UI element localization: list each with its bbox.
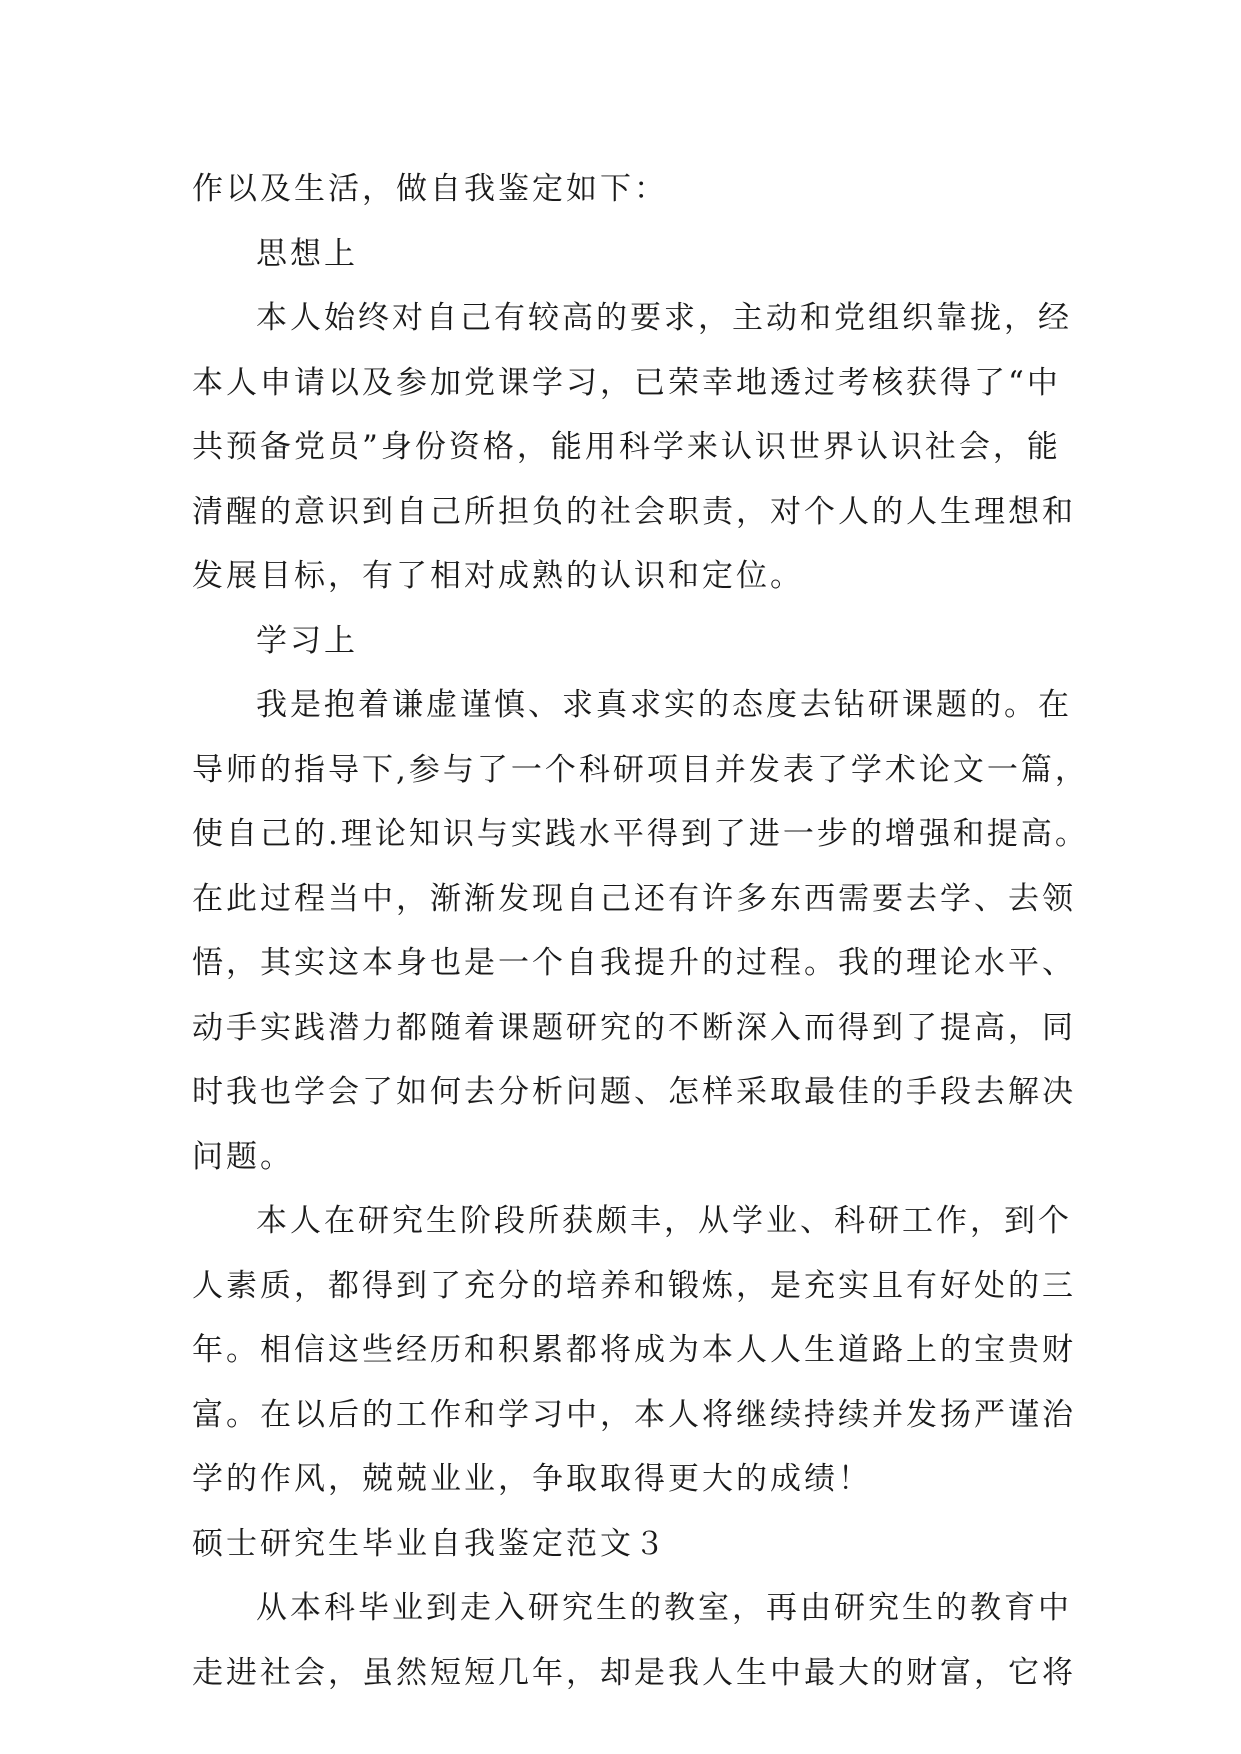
section-heading-thought: 思想上 — [256, 235, 358, 272]
text-line: 问题。 — [192, 1138, 294, 1175]
text-line: 导师的指导下,参与了一个科研项目并发表了学术论文一篇， — [192, 751, 1089, 788]
text-line: 本人始终对自己有较高的要求，主动和党组织靠拢，经 — [256, 300, 1072, 336]
text-line: 富。在以后的工作和学习中，本人将继续持续并发扬严谨治 — [192, 1396, 1076, 1433]
text-line: 使自己的.理论知识与实践水平得到了进一步的增强和提高。 — [192, 816, 1089, 852]
text-line: 作以及生活，做自我鉴定如下： — [192, 171, 668, 207]
text-line: 我是抱着谦虚谨慎、求真求实的态度去钻研课题的。在 — [256, 687, 1072, 723]
text-line: 本人申请以及参加党课学习，已荣幸地透过考核获得了“中 — [192, 364, 1061, 401]
text-line: 发展目标，有了相对成熟的认识和定位。 — [192, 558, 804, 594]
text-line: 动手实践潜力都随着课题研究的不断深入而得到了提高，同 — [192, 1009, 1076, 1046]
text-line: 本人在研究生阶段所获颇丰，从学业、科研工作，到个 — [256, 1203, 1072, 1239]
text-line: 年。相信这些经历和积累都将成为本人人生道路上的宝贵财 — [192, 1332, 1076, 1368]
document-body — [192, 157, 1089, 1705]
text-line: 在此过程当中，渐渐发现自己还有许多东西需要去学、去领 — [192, 880, 1076, 917]
text-line: 人素质，都得到了充分的培养和锻炼，是充实且有好处的三 — [192, 1267, 1076, 1304]
text-line: 清醒的意识到自己所担负的社会职责，对个人的人生理想和 — [192, 493, 1076, 530]
section-heading-study: 学习上 — [256, 622, 358, 659]
text-line: 悟，其实这本身也是一个自我提升的过程。我的理论水平、 — [192, 945, 1076, 981]
text-line: 时我也学会了如何去分析问题、怎样采取最佳的手段去解决 — [192, 1074, 1076, 1110]
article-title: 硕士研究生毕业自我鉴定范文３ — [192, 1525, 668, 1562]
text-line: 走进社会，虽然短短几年，却是我人生中最大的财富，它将 — [192, 1654, 1076, 1691]
text-line: 共预备党员”身份资格，能用科学来认识世界认识社会，能 — [192, 429, 1061, 465]
text-line: 学的作风，兢兢业业，争取取得更大的成绩！ — [192, 1461, 872, 1497]
text-line: 从本科毕业到走入研究生的教室，再由研究生的教育中 — [256, 1590, 1072, 1626]
